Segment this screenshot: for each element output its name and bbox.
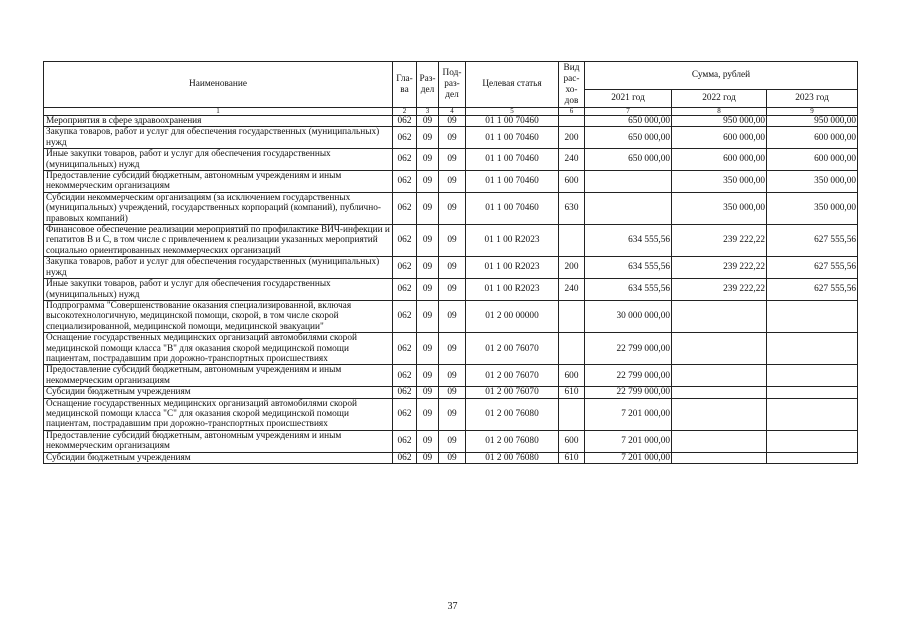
target-cell: 01 1 00 R2023	[466, 225, 559, 257]
amount-2023-cell: 627 555,56	[767, 279, 858, 301]
amount-2022-cell: 350 000,00	[672, 171, 767, 193]
amount-2022-cell: 350 000,00	[672, 192, 767, 224]
amount-2023-cell	[767, 365, 858, 387]
glava-cell: 062	[393, 116, 417, 127]
amount-2022-cell	[672, 300, 767, 332]
name-cell: Финансовое обеспечение реализации мероприятий по профилактике ВИЧ-инфекции и гепатитов В и С, в том числе с привлечением к реализации указанных мероприятий социально ориентированных некоммерческих организаций	[44, 225, 393, 257]
vid-cell	[559, 116, 585, 127]
column-numbers-row	[44, 108, 858, 116]
glava-cell: 062	[393, 192, 417, 224]
podrazdel-cell: 09	[439, 149, 466, 171]
column-number-cell: 9	[767, 108, 858, 116]
razdel-cell: 09	[417, 333, 439, 365]
column-number-cell: 2	[393, 108, 417, 116]
amount-2022-cell: 950 000,00	[672, 116, 767, 127]
column-number-cell: 8	[672, 108, 767, 116]
target-cell: 01 2 00 76070	[466, 333, 559, 365]
razdel-cell: 09	[417, 365, 439, 387]
name-cell: Закупка товаров, работ и услуг для обеспечения государственных (муниципальных) нужд	[44, 257, 393, 279]
glava-cell: 062	[393, 300, 417, 332]
razdel-cell: 09	[417, 387, 439, 398]
target-cell: 01 2 00 76080	[466, 452, 559, 463]
target-cell: 01 1 00 R2023	[466, 257, 559, 279]
razdel-cell: 09	[417, 127, 439, 149]
target-cell: 01 1 00 70460	[466, 116, 559, 127]
vid-cell: 610	[559, 452, 585, 463]
name-cell: Иные закупки товаров, работ и услуг для обеспечения государственных (муниципальных) нужд	[44, 279, 393, 301]
glava-cell: 062	[393, 387, 417, 398]
header-year-2022: 2022 год	[672, 90, 767, 108]
amount-2021-cell: 22 799 000,00	[585, 387, 672, 398]
glava-cell: 062	[393, 452, 417, 463]
amount-2021-cell: 7 201 000,00	[585, 452, 672, 463]
amount-2023-cell	[767, 452, 858, 463]
amount-2023-cell	[767, 398, 858, 430]
amount-2022-cell: 600 000,00	[672, 149, 767, 171]
podrazdel-cell: 09	[439, 192, 466, 224]
amount-2022-cell: 600 000,00	[672, 127, 767, 149]
name-cell: Субсидии бюджетным учреждениям	[44, 452, 393, 463]
amount-2023-cell: 600 000,00	[767, 127, 858, 149]
podrazdel-cell: 09	[439, 300, 466, 332]
table-row	[44, 279, 858, 301]
table-row	[44, 127, 858, 149]
target-cell: 01 1 00 70460	[466, 171, 559, 193]
target-cell: 01 2 00 76080	[466, 430, 559, 452]
glava-cell: 062	[393, 398, 417, 430]
razdel-cell: 09	[417, 192, 439, 224]
column-number-cell: 7	[585, 108, 672, 116]
glava-cell: 062	[393, 430, 417, 452]
podrazdel-cell: 09	[439, 452, 466, 463]
table-row	[44, 333, 858, 365]
vid-cell: 600	[559, 365, 585, 387]
podrazdel-cell: 09	[439, 225, 466, 257]
amount-2023-cell	[767, 300, 858, 332]
amount-2021-cell: 22 799 000,00	[585, 365, 672, 387]
glava-cell: 062	[393, 333, 417, 365]
amount-2021-cell: 634 555,56	[585, 257, 672, 279]
header-vid: Вид рас-хо-дов	[559, 62, 585, 108]
amount-2023-cell: 950 000,00	[767, 116, 858, 127]
podrazdel-cell: 09	[439, 387, 466, 398]
podrazdel-cell: 09	[439, 127, 466, 149]
amount-2022-cell	[672, 430, 767, 452]
column-number-cell: 4	[439, 108, 466, 116]
target-cell: 01 2 00 76070	[466, 365, 559, 387]
header-glava: Гла-ва	[393, 62, 417, 108]
podrazdel-cell: 09	[439, 116, 466, 127]
amount-2021-cell: 650 000,00	[585, 116, 672, 127]
name-cell: Предоставление субсидий бюджетным, автономным учреждениям и иным некоммерческим организациям	[44, 430, 393, 452]
amount-2021-cell: 7 201 000,00	[585, 430, 672, 452]
header-target: Целевая статья	[466, 62, 559, 108]
amount-2021-cell: 634 555,56	[585, 225, 672, 257]
table-row	[44, 149, 858, 171]
target-cell: 01 2 00 76080	[466, 398, 559, 430]
header-podrazdel: Под-раз-дел	[439, 62, 466, 108]
amount-2023-cell: 350 000,00	[767, 171, 858, 193]
razdel-cell: 09	[417, 430, 439, 452]
header-year-2023: 2023 год	[767, 90, 858, 108]
vid-cell	[559, 398, 585, 430]
vid-cell: 630	[559, 192, 585, 224]
name-cell: Предоставление субсидий бюджетным, автономным учреждениям и иным некоммерческим организациям	[44, 365, 393, 387]
header-razdel: Раз-дел	[417, 62, 439, 108]
amount-2021-cell: 650 000,00	[585, 149, 672, 171]
amount-2023-cell: 627 555,56	[767, 257, 858, 279]
glava-cell: 062	[393, 365, 417, 387]
razdel-cell: 09	[417, 171, 439, 193]
column-number-cell: 6	[559, 108, 585, 116]
amount-2022-cell	[672, 398, 767, 430]
name-cell: Оснащение государственных медицинских организаций автомобилями скорой медицинской помощи класса "С" для оказания скорой медицинской помощи пациентам, пострадавшим при дорожно-транспортных происшествиях	[44, 398, 393, 430]
vid-cell	[559, 300, 585, 332]
column-number-cell: 3	[417, 108, 439, 116]
amount-2023-cell: 600 000,00	[767, 149, 858, 171]
target-cell: 01 1 00 70460	[466, 127, 559, 149]
table-row	[44, 430, 858, 452]
amount-2022-cell: 239 222,22	[672, 257, 767, 279]
glava-cell: 062	[393, 149, 417, 171]
amount-2022-cell	[672, 365, 767, 387]
amount-2021-cell: 650 000,00	[585, 127, 672, 149]
target-cell: 01 2 00 76070	[466, 387, 559, 398]
glava-cell: 062	[393, 127, 417, 149]
amount-2023-cell	[767, 333, 858, 365]
name-cell: Закупка товаров, работ и услуг для обеспечения государственных (муниципальных) нужд	[44, 127, 393, 149]
header-row	[44, 62, 858, 90]
amount-2021-cell: 634 555,56	[585, 279, 672, 301]
amount-2022-cell	[672, 452, 767, 463]
name-cell: Подпрограмма "Совершенствование оказания специализированной, включая высокотехнологичную, медицинской помощи, скорой, в том числе скорой специализированной, медицинской помощи, медицинской эвакуации"	[44, 300, 393, 332]
glava-cell: 062	[393, 225, 417, 257]
amount-2021-cell: 22 799 000,00	[585, 333, 672, 365]
amount-2023-cell: 627 555,56	[767, 225, 858, 257]
vid-cell: 600	[559, 430, 585, 452]
vid-cell: 200	[559, 127, 585, 149]
razdel-cell: 09	[417, 116, 439, 127]
header-sum: Сумма, рублей	[585, 62, 858, 90]
table-row	[44, 452, 858, 463]
amount-2022-cell	[672, 387, 767, 398]
column-number-cell: 1	[44, 108, 393, 116]
amount-2022-cell: 239 222,22	[672, 225, 767, 257]
budget-table	[43, 61, 858, 464]
table-row	[44, 257, 858, 279]
amount-2022-cell	[672, 333, 767, 365]
razdel-cell: 09	[417, 225, 439, 257]
table-row	[44, 387, 858, 398]
glava-cell: 062	[393, 279, 417, 301]
table-body	[44, 116, 858, 464]
table-row	[44, 192, 858, 224]
table-row	[44, 225, 858, 257]
table-row	[44, 171, 858, 193]
table-row	[44, 398, 858, 430]
amount-2021-cell	[585, 171, 672, 193]
name-cell: Оснащение государственных медицинских организаций автомобилями скорой медицинской помощи класса "В" для оказания скорой медицинской помощи пациентам, пострадавшим при дорожно-транспортных происшествиях	[44, 333, 393, 365]
razdel-cell: 09	[417, 398, 439, 430]
razdel-cell: 09	[417, 452, 439, 463]
vid-cell: 610	[559, 387, 585, 398]
amount-2022-cell: 239 222,22	[672, 279, 767, 301]
podrazdel-cell: 09	[439, 365, 466, 387]
table-row	[44, 300, 858, 332]
page-number: 37	[447, 601, 458, 612]
vid-cell: 200	[559, 257, 585, 279]
vid-cell: 600	[559, 171, 585, 193]
glava-cell: 062	[393, 257, 417, 279]
name-cell: Мероприятия в сфере здравоохранения	[44, 116, 393, 127]
table-row	[44, 365, 858, 387]
table-row	[44, 116, 858, 127]
header-name: Наименование	[44, 62, 393, 108]
name-cell: Иные закупки товаров, работ и услуг для обеспечения государственных (муниципальных) нужд	[44, 149, 393, 171]
razdel-cell: 09	[417, 257, 439, 279]
razdel-cell: 09	[417, 300, 439, 332]
vid-cell	[559, 333, 585, 365]
name-cell: Субсидии некоммерческим организациям (за исключением государственных (муниципальных) учреждений, государственных корпораций (компаний), публично-правовых компаний)	[44, 192, 393, 224]
name-cell: Субсидии бюджетным учреждениям	[44, 387, 393, 398]
podrazdel-cell: 09	[439, 171, 466, 193]
podrazdel-cell: 09	[439, 333, 466, 365]
razdel-cell: 09	[417, 149, 439, 171]
vid-cell	[559, 225, 585, 257]
target-cell: 01 1 00 70460	[466, 149, 559, 171]
amount-2023-cell: 350 000,00	[767, 192, 858, 224]
target-cell: 01 1 00 R2023	[466, 279, 559, 301]
glava-cell: 062	[393, 171, 417, 193]
vid-cell: 240	[559, 279, 585, 301]
podrazdel-cell: 09	[439, 257, 466, 279]
amount-2021-cell: 30 000 000,00	[585, 300, 672, 332]
header-year-2021: 2021 год	[585, 90, 672, 108]
razdel-cell: 09	[417, 279, 439, 301]
target-cell: 01 1 00 70460	[466, 192, 559, 224]
vid-cell: 240	[559, 149, 585, 171]
amount-2021-cell	[585, 192, 672, 224]
name-cell: Предоставление субсидий бюджетным, автономным учреждениям и иным некоммерческим организациям	[44, 171, 393, 193]
podrazdel-cell: 09	[439, 430, 466, 452]
column-number-cell: 5	[466, 108, 559, 116]
amount-2023-cell	[767, 387, 858, 398]
podrazdel-cell: 09	[439, 398, 466, 430]
target-cell: 01 2 00 00000	[466, 300, 559, 332]
amount-2021-cell: 7 201 000,00	[585, 398, 672, 430]
amount-2023-cell	[767, 430, 858, 452]
podrazdel-cell: 09	[439, 279, 466, 301]
